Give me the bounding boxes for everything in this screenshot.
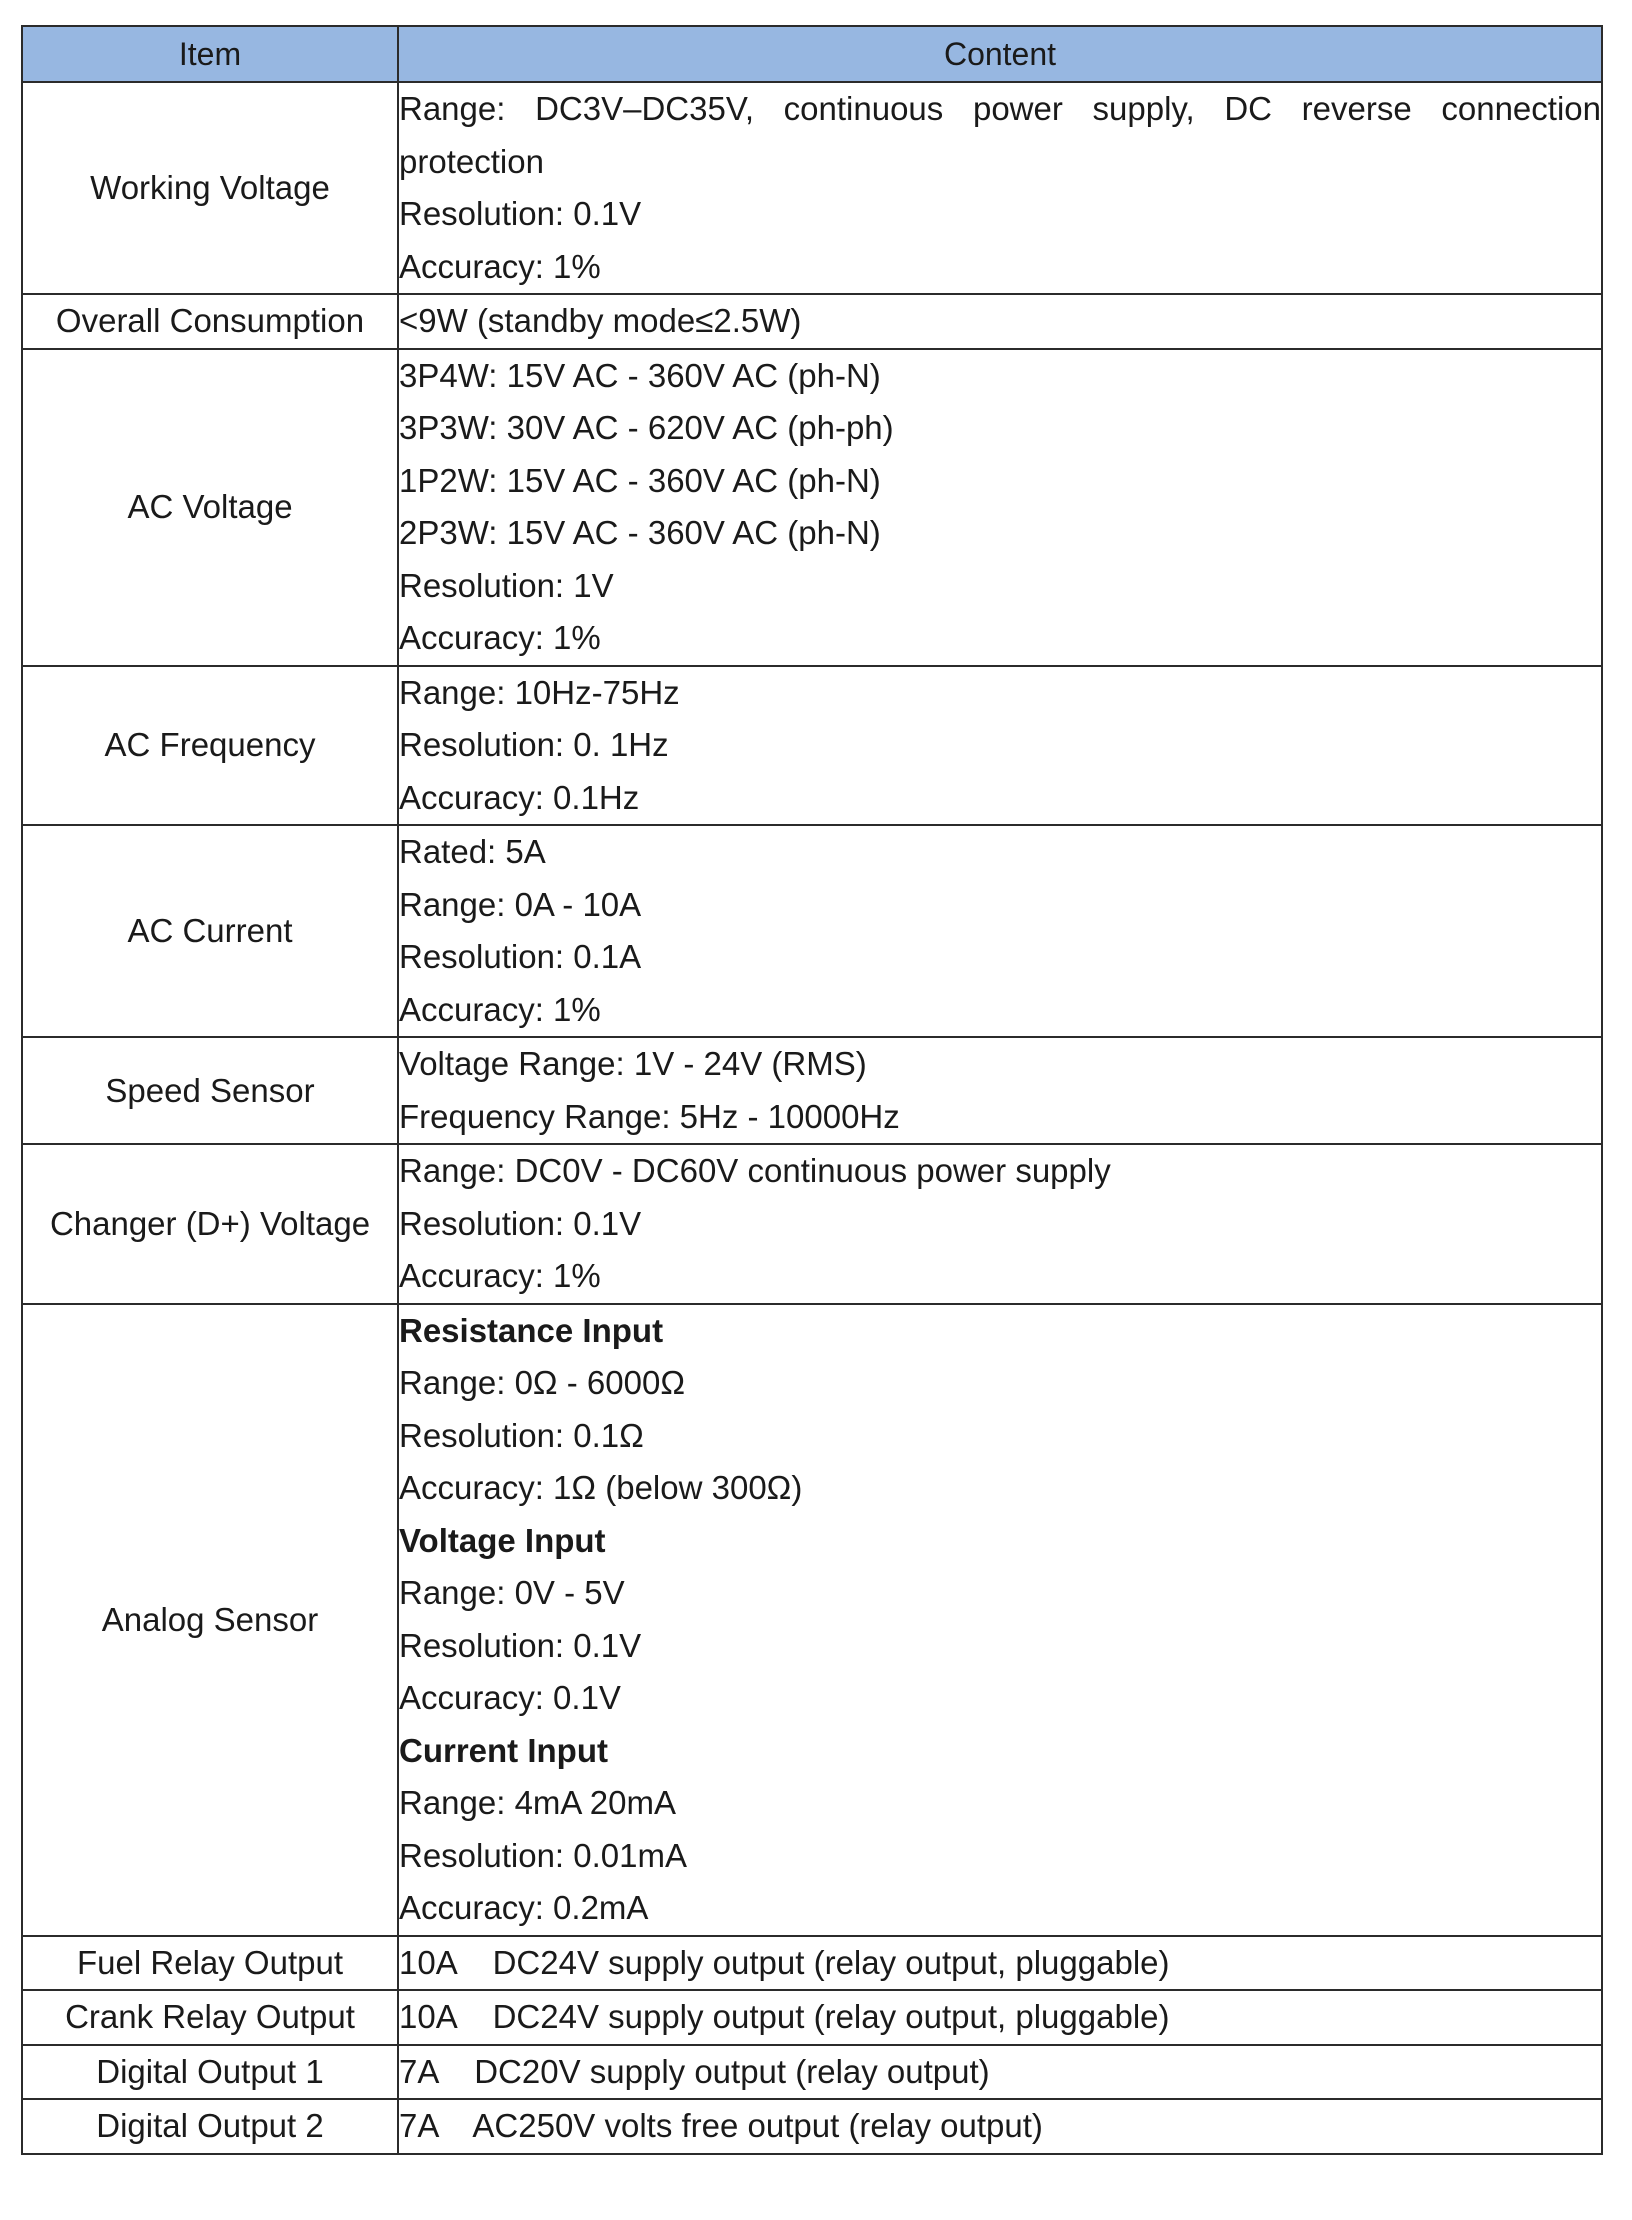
item-cell: Digital Output 1 [22, 2045, 398, 2100]
content-line: Accuracy: 0.1Hz [399, 778, 640, 816]
content-cell [398, 1990, 1602, 2045]
item-cell: AC Voltage [22, 349, 398, 666]
content-line: 3P4W: 15V AC - 360V AC (ph-N) [399, 356, 881, 394]
table-row [22, 2045, 1602, 2100]
table-body [22, 82, 1602, 2154]
content-line: Accuracy: 1% [399, 1257, 601, 1294]
item-cell: Digital Output 2 [22, 2099, 398, 2154]
table-row [22, 1144, 1602, 1304]
content-column-header: Content [398, 26, 1602, 82]
table-row [22, 825, 1602, 1037]
content-cell [398, 825, 1602, 1037]
content-line: Rated: 5A [399, 833, 546, 870]
content-cell [398, 1304, 1602, 1936]
content-line: Resolution: 0.1A [399, 938, 642, 975]
content-line: Range: 10Hz-75Hz [399, 673, 680, 711]
content-line: Accuracy: 0.1V [399, 1679, 621, 1716]
item-cell: Fuel Relay Output [22, 1936, 398, 1991]
item-cell: Crank Relay Output [22, 1990, 398, 2045]
table-row [22, 1936, 1602, 1991]
item-cell: Overall Consumption [22, 294, 398, 349]
content-line: 10A DC24V supply output (relay output, pluggable) [399, 1943, 1170, 1981]
content-line: Resolution: 0.1V [399, 1204, 642, 1242]
content-cell [398, 349, 1602, 666]
content-cell [398, 1144, 1602, 1304]
content-line: Range: DC3V–DC35V, continuous power supply, DC reverse connection protection [399, 90, 1601, 180]
content-line: Resolution: 1V [399, 566, 614, 604]
item-cell: Analog Sensor [22, 1304, 398, 1936]
content-cell [398, 666, 1602, 826]
content-cell [398, 1037, 1602, 1144]
content-line: 1P2W: 15V AC - 360V AC (ph-N) [399, 461, 881, 499]
content-line: Accuracy: 1% [399, 990, 601, 1028]
table-row [22, 349, 1602, 666]
content-cell [398, 2045, 1602, 2100]
content-line: Accuracy: 0.2mA [399, 1889, 649, 1926]
content-cell [398, 294, 1602, 349]
table-row [22, 1304, 1602, 1936]
table-row [22, 666, 1602, 826]
content-cell [398, 1936, 1602, 1991]
table-row [22, 2099, 1602, 2154]
content-line: Accuracy: 1% [399, 619, 601, 656]
content-line: 10A DC24V supply output (relay output, pluggable) [399, 1998, 1170, 2035]
content-line: Accuracy: 1Ω (below 300Ω) [399, 1469, 803, 1506]
content-line: Voltage Range: 1V - 24V (RMS) [399, 1045, 867, 1082]
table-row [22, 82, 1602, 294]
content-line: <9W (standby mode≤2.5W) [399, 302, 802, 339]
content-line: Range: DC0V - DC60V continuous power supply [399, 1152, 1111, 1189]
item-cell: AC Current [22, 825, 398, 1037]
item-cell: Speed Sensor [22, 1037, 398, 1144]
content-line: Range: 0A - 10A [399, 885, 642, 923]
item-cell: AC Frequency [22, 666, 398, 826]
item-cell: Working Voltage [22, 82, 398, 294]
content-line: Resolution: 0.01mA [399, 1836, 687, 1874]
content-line: Frequency Range: 5Hz - 10000Hz [399, 1097, 900, 1135]
table-row [22, 294, 1602, 349]
section-heading: Current Input [399, 1731, 608, 1769]
table-row [22, 1037, 1602, 1144]
content-line: 3P3W: 30V AC - 620V AC (ph-ph) [399, 409, 894, 446]
content-line: Resolution: 0. 1Hz [399, 726, 669, 763]
item-cell: Changer (D+) Voltage [22, 1144, 398, 1304]
content-line: Range: 4mA 20mA [399, 1784, 676, 1821]
content-cell [398, 82, 1602, 294]
content-line: Resolution: 0.1V [399, 1626, 642, 1664]
content-line: 7A DC20V supply output (relay output) [399, 2052, 990, 2090]
content-line: Resolution: 0.1V [399, 195, 642, 232]
content-line: Range: 0V - 5V [399, 1574, 625, 1611]
content-line: Range: 0Ω - 6000Ω [399, 1364, 686, 1401]
content-line: 2P3W: 15V AC - 360V AC (ph-N) [399, 514, 881, 551]
table-row [22, 1990, 1602, 2045]
item-column-header: Item [22, 26, 398, 82]
content-line: Resolution: 0.1Ω [399, 1416, 644, 1454]
content-cell [398, 2099, 1602, 2154]
table-header-row [22, 26, 1602, 82]
section-heading: Resistance Input [399, 1311, 664, 1349]
content-line: Accuracy: 1% [399, 247, 601, 285]
spec-table [21, 25, 1603, 2155]
section-heading: Voltage Input [399, 1521, 606, 1559]
content-line: 7A AC250V volts free output (relay output) [399, 2107, 1043, 2144]
